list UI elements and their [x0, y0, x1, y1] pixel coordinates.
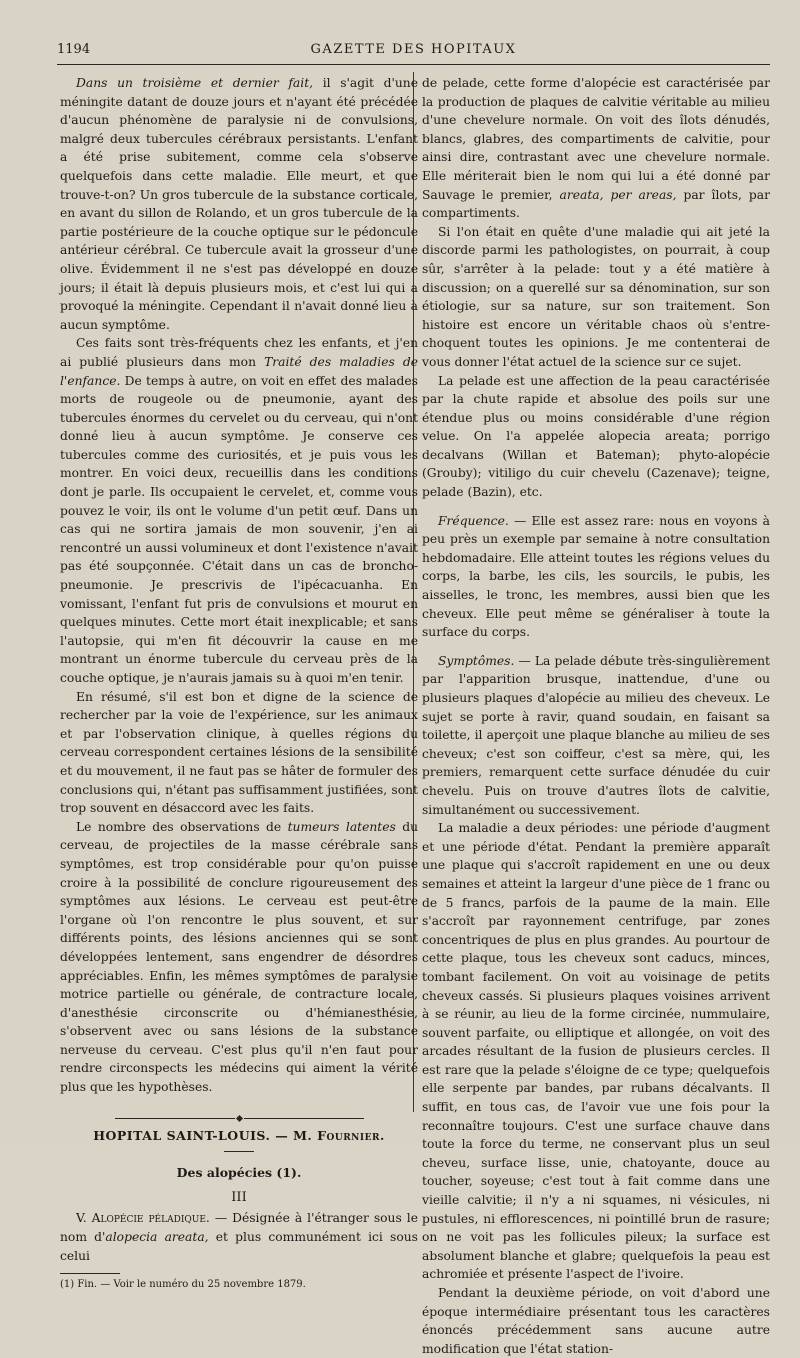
paragraph: Si l'on était en quête d'une maladie qui ait jeté la discorde parmi les pathologistes, on pourrait, à coup sûr, s'arrêter à la pelade: tout y a été matière à discussion; on a querellé sur sa dénomination, sur son étiologie, sur sa nature, sur son traitement. Son histoire est encore un véritable chaos où s'entre-choquent toutes les opinions. Je me contenterai de vous donner l'état actuel de la science sur ce sujet.: [422, 224, 770, 369]
paragraph: [60, 1209, 418, 1265]
journal-title: GAZETTE DES HOPITAUX: [310, 42, 517, 57]
footnote-rule: [60, 1273, 120, 1274]
text: — Désignée à l'étranger sous le nom d': [60, 1211, 418, 1245]
italic-text: Symptômes.: [438, 653, 515, 668]
page-header: [57, 38, 770, 65]
text: Le nombre des observations de: [76, 819, 288, 834]
italic-text: Dans un troisième et dernier fait,: [76, 76, 314, 90]
short-rule: [224, 1151, 254, 1152]
italic-text: Traité des maladies de l'enfance.: [60, 354, 419, 388]
text: du cerveau, de projectiles de la masse cérébrale sans symptômes, est trop considérable pour qu'on puisse croire à la possibilité de conclure rigoureusement des symptômes aux lésions. Le cerveau est peut-être l'organe où l'on rencontre le plus souvent, et sur différents points, des lésions anciennes qui se sont développées lentement, sans engendrer de désordres appréciables. Enfin, les mêmes symptômes de paralysie motrice partielle ou générale, de contracture locale, d'anesthésie circonscrite ou d'hémianesthésie, s'observent avec ou sans lésions de la substance nerveuse du cerveau. C'est plus qu'il n'en faut pour rendre circonspects les médecins qui aiment la vérité plus que les hypothèses.: [60, 819, 419, 1095]
text: il s'agit d'une méningite datant de douze jours et n'ayant été précédée d'aucun phénomène de paralysie ni de convulsions, malgré deux tubercules cérébraux persistants. L'enfant a été prise subitement, comme cela s'observe quelquefois dans cette maladie. Elle meurt, et que trouve-t-on? Un gros tubercule de la substance corticale, en avant du sillon de Rolando, et un gros tubercule de la partie postérieure de la couche optique sur le pédoncule antérieur cérébral. Ce tubercule avait la grosseur d'une olive. Évidemment il ne s'est pas développé en douze jours; il était là depuis plusieurs mois, et c'est lui qui a provoqué la méningite. Cependant il n'avait donné lieu à aucun symptôme.: [60, 76, 418, 332]
paragraph: [422, 74, 770, 223]
paragraph: La pelade est une affection de la peau caractérisée par la chute rapide et absolue des poils sur une étendue plus ou moins considérable d'une région velue. On l'a appelée alopecia areata; porrigo decalvans (Willan et Bateman); phyto-alopécie (Grouby); vitiligo du cuir chevelu (Cazenave); teigne, pelade (Bazin), etc.: [422, 373, 770, 500]
footnote: (1) Fin. — Voir le numéro du 25 novembre 1879.: [60, 1279, 306, 1291]
hospital-title: HOPITAL SAINT-LOUIS. — M.: [93, 1127, 318, 1143]
italic-text: tumeurs latentes: [287, 819, 396, 834]
right-column: [422, 74, 770, 1358]
text: de pelade, cette forme d'alopécie est caractérisée par la production de plaques de calvitie véritable au milieu d'une chevelure normale. On voit des îlots dénudés, blancs, glabres, des compartiments de calvitie, pour ainsi dire, contrastant avec une chevelure normale. Elle mériterait bien le nom qui lui a été donné par Sauvage le premier,: [422, 76, 770, 202]
page-number: 1194: [57, 42, 91, 57]
italic-text: Fréquence.: [438, 513, 509, 528]
italic-text: areata, per areas,: [559, 187, 677, 202]
paragraph: [422, 512, 770, 642]
text: — Elle est assez rare: nous en voyons à peu près un exemple par semaine à notre consultation hebdomadaire. Elle atteint toutes les régions velues du corps, la barbe, les cils, les sourcils, le pubis, les aisselles, le tronc, les membres, aussi bien que les cheveux. Elle peut même se généraliser à toute la surface du corps.: [422, 513, 770, 640]
section-title: [60, 1127, 418, 1146]
left-column: [60, 74, 418, 1292]
paragraph: [60, 334, 418, 687]
ornamental-separator: [60, 1109, 418, 1117]
part-number: III: [231, 1189, 247, 1205]
text: par îlots, par compartiments.: [422, 187, 770, 221]
text: — La pelade débute très-singulièrement par l'apparition brusque, inattendue, d'une ou plusieurs plaques d'alopécie au milieu des cheveux. Le sujet se porte à ravir, quand soudain, en faisant sa toilette, il aperçoit une plaque blanche au milieu de ses cheveux; c'est son coiffeur, c'est sa mère, qui, les premiers, remarquent cette surface dénudée du cuir chevelu. Puis on trouve d'autres îlots de calvitie, simultanément ou successivement.: [422, 653, 770, 817]
lecture-title: Des alopécies (1).: [176, 1165, 302, 1181]
paragraph: En résumé, s'il est bon et digne de la science de rechercher par la voie de l'expérience, sur les animaux et par l'observation clinique, à quelles régions du cerveau correspondent certaines lésions de la sensibilité et du mouvement, il ne faut pas se hâter de formuler des conclusions qui, n'étant pas suffisamment justifiées, sont trop souvent en désaccord avec les faits.: [60, 689, 418, 816]
italic-text: alopecia areata,: [105, 1230, 209, 1245]
paragraph: La maladie a deux périodes: une période d'augment et une période d'état. Pendant la première apparaît une plaque qui s'accroît rapidement en une ou deux semaines et atteint la largeur d'une pièce de 1 franc ou de 5 francs, parfois de la paume de la main. Elle s'accroît par rayonnement centrifuge, par zones concentriques de plus en plus grandes. Au pourtour de cette plaque, tous les cheveux sont caducs, minces, tombant facilement. On voit au voisinage de petits cheveux cassés. Si plusieurs plaques voisines arrivent à se réunir, au lieu de la forme circinée, nummulaire, souvent parfaite, ou elliptique et allongée, on voit des arcades résultant de la fusion de plusieurs cercles. Il est rare que la pelade s'éloigne de ce type; quelquefois elle serpente par bandes, par rubans décalvants. Il suffit, en tous cas, de l'avoir vue une fois pour la reconnaître toujours. C'est une surface chauve dans toute la force du terme, ne conservant plus un seul cheveu, surface lisse, unie, chatoyante, douce au toucher, soyeuse; c'est tout à fait comme dans une vieille calvitie; il n'y a ni squames, ni vésicules, ni pustules, ni efflorescences, ni pointillé brun de rasure; on ne voit pas les follicules pileux; la surface est absolument blanche et glabre; quelquefois la peau est achromiée et présente l'aspect de l'ivoire.: [422, 821, 770, 1282]
paragraph: [60, 74, 418, 334]
paragraph: [60, 818, 418, 1097]
text: et plus communément ici sous celui: [60, 1230, 418, 1263]
paragraph: [422, 652, 770, 819]
author-name: Fournier.: [317, 1127, 385, 1143]
paragraph: Pendant la deuxième période, on voit d'abord une époque intermédiaire présentant tous les caractères énoncés précédemment sans aucune autre modification que l'état station-: [422, 1286, 770, 1356]
section-label: V. Alopécie péladique.: [76, 1211, 210, 1226]
text: Ces faits sont très-fréquents chez les enfants, et j'en ai publié plusieurs dans mon: [60, 336, 418, 369]
text: De temps à autre, on voit en effet des malades morts de rougeole ou de pneumonie, ayant des tubercules énormes du cervelet ou du cerveau, qui n'ont donné lieu à aucun symptôme. Je conserve ces tubercules comme des curiosités, et je puis vous les montrer. En voici deux, recueillis dans les conditions dont je parle. Ils occupaient le cervelet, et, comme vous pouvez le voir, ils ont le volume d'un petit œuf. Dans un cas qui ne sortira jamais de mon souvenir, j'en ai rencontré un aussi volumineux et dont l'existence n'avait pas été soupçonnée. C'était dans un cas de broncho-pneumonie. Je prescrivis de l'ipécacuanha. En vomissant, l'enfant fut pris de convulsions et mourut en quelques minutes. Cette mort était inexplicable; et sans l'autopsie, qui m'en fit découvrir la cause en me montrant un énorme tubercule du cerveau près de la couche optique, je n'aurais jamais su à quoi m'en tenir.: [60, 373, 418, 685]
